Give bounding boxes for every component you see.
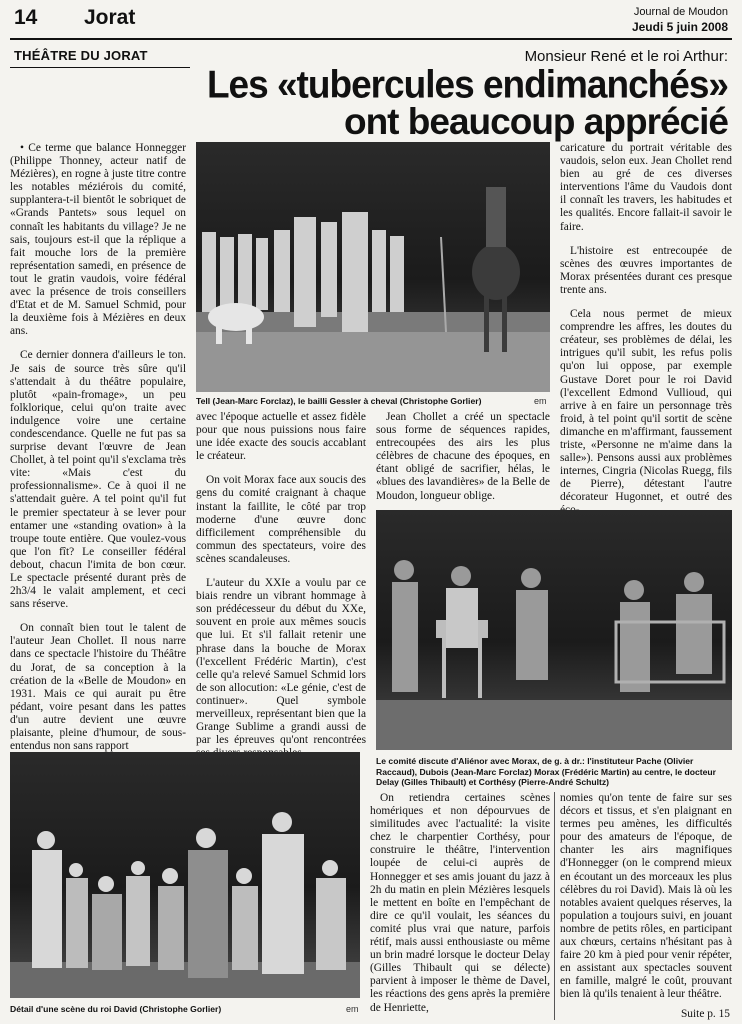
column-2 [196,411,366,746]
paragraph: L'auteur du XXIe a voulu par ce biais rendre un vibrant hommage à son prédécesseur du début du XXe, souvent en proie aux mêmes soucis que lui. Et s'il fallait retenir une phrase dans la bouche de Morax (l'excellent Frédéric Martin), c'est celle qu'a relevé Samuel Schmid lors de son allocution: «Le génie, c'est de continuer». Quel symbole merveilleux, représentant bien que la Grange Sublime a grandi aussi de par les épreuves qu'ont rencontrées [196,577,366,747]
photo-1-credit: em [534,396,547,406]
header-rule [10,38,732,40]
paragraph: On connaît bien tout le talent de l'auteur Jean Chollet. Il nous narre dans ce spectacle l'histoire du Théâtre du Jorat, de sa conception à la création de la «Belle de Moudon» en 1931. Mais ce qui aurait pu être pédant, voire pesant dans les pattes d'un autre devient une œuvre plaisante, pleine d'humour, de sous-entendus non sans rapport [10,622,186,753]
headline-line-1: Les «tubercules endimanchés» [206,62,728,106]
paragraph: On voit Morax face aux soucis des gens du comité craignant à chaque instant la faillite, le côté par trop moderne d'une œuvre donc difficilement compréhensible du commun des spectateurs, voire des scènes scandaleuses. [196,474,366,565]
paragraph: nomies qu'on tente de faire sur ses décors et tissus, et s'en plaignant en termes peu amènes, les difficultés pour des amateurs de l'époque, de chanter les airs magnifiques d'Honnegger (on le comprend mieux en écoutant un des morceaux les plus célèbres du roi David). Mais là où les notables avaient quelques réserves, la population a toujours suivi, en jouant nombre de petits rôles, en participant aux chœurs, certains n'hésitant pas à faire 20 km à pied pour venir répéter, en assistant aux spectacles souvent en famille, malgré le coût, prouvant bien là qu'ils tenaient à leur théâtre. [560,792,732,1001]
issue-date: Jeudi 5 juin 2008 [631,20,728,34]
paragraph: Jean Chollet a créé un spectacle sous forme de séquences rapides, entrecoupées des airs les plus célèbres de chacune des époques, en étant obligé de sacrifier, hélas, le «blues des lavandières» de la Belle de Moudon, longueur oblige. [376,411,550,502]
kicker: Monsieur René et le roi Arthur: [524,48,728,65]
rubric-rule [10,67,190,68]
column-4-bottom [560,792,732,1010]
photo-roi-david-scene [10,752,360,998]
photo-2-caption: Le comité discute d'Aliénor avec Morax, de g. à dr.: l'instituteur Pache (Olivier Raccaud), Dubois (Jean-Marc Forclaz) Morax (Frédéric Martin) au centre, le docteur Delay (Gilles Thibault) et Corthésy (Pierre-André Schultz) [376,756,717,787]
photo-1-caption: Tell (Jean-Marc Forclaz), le bailli Gessler à cheval (Christophe Gorlier) [196,396,482,406]
headline-line-2: ont beaucoup apprécié [343,101,728,142]
paragraph: Cela nous permet de mieux comprendre les affres, les doutes du créateur, ses problèmes de délai, les intrigues qu'il subit, les refus polis qu'on lui oppose, par exemple Gustave Doret pour le roi David (l'excellent Edmond Vullioud, qui arrive à en faire un personnage très froid, à tel point qu'il sortit de scène dimanche en m'affirmant, faussement triste, «Personne ne m'aime dans la salle»). Pensons aussi aux problèmes internes, Cingria (Nicolas Ruegg, fils de Pierre), détestant l'autre décorateur Hugonnet, et outré des [560,308,732,504]
journal-name: Journal de Moudon [633,6,728,18]
photo-tell-scene [196,142,550,392]
column-4-top [560,142,732,506]
column-3-top [376,411,550,503]
photo-committee-scene [376,510,732,750]
column-3-bottom [370,792,550,1020]
paragraph: Ce dernier donnera d'ailleurs le ton. Je sais de source très sûre qu'il s'attendait à du théâtre populaire, plutôt «pain-fromage», un peu folklorique, celui qu'on traite avec indulgence voire une certaine condescendance. Quelle ne fut pas sa surprise devant l'œuvre de Jean Chollet, à tel point qu'il s'exclama très vite: «Mais c'est du professionnalisme». Ce à quoi il ne s'attendait guère. A tel point qu'il fut le premier spectateur à se lever pour entamer une «standing ovation» à la troupe toute entière. Que voulez-vous que l'on fît? Le conseiller fédéral debout, chacun l'imita de bon cœur. Le spectacle présenté durant près de 2h3/4 le valait amplement, et ceci sans réserve. [10,349,186,611]
column-rule [554,792,555,1020]
section-title: Jorat [84,6,136,29]
paragraph: On retiendra certaines scènes homériques et non dépourvues de similitudes avec l'actualité: la visite chez le charpentier Corthésy, pour construire le théâtre, l'intervention loupée de celui-ci auprès de Honnegger et ses amis jouant du jazz à 2h du matin en plein Mézières lesquels le mettent en boîte en l'empêchant de dire ce qu'il voulait, les séances du comité plus vrai que nature, parfois rétif, mais aussi enthousiaste ou même un brin madré lorsque le docteur Delay (Gilles Thibault qui se délecte) parvient à imposer le thème de Davel, les réactions des gens après la première de Henriette, [370,792,550,1014]
rubric: THÉÂTRE DU JORAT [14,48,148,63]
continued-note: Suite p. 15 [680,1008,730,1020]
column-1 [10,142,186,753]
paragraph: L'histoire est entrecoupée de scènes des œuvres importantes de Morax présentées durant ces presque trente ans. [560,244,732,296]
photo-3-credit: em [346,1004,359,1014]
page-number: 14 [14,6,38,29]
paragraph: caricature du portrait véritable des vaudois, selon eux. Jean Chollet rend bien au gré de ces diverses interventions l'âme du Vaudois dont il connaît les travers, les habitudes et les qualités. Encore fallait-il savoir le faire. [560,142,732,233]
paragraph: avec l'époque actuelle et assez fidèle pour que nous puissions nous faire une idée exacte des soucis accablant le créateur. [196,411,366,463]
photo-3-caption: Détail d'une scène du roi David (Christophe Gorlier) [10,1004,222,1014]
paragraph: • Ce terme que balance Honnegger (Philippe Thonney, acteur natif de Mézières), en rogne à juste titre contre les notables méziérois du comité, supplantera-t-il bientôt le sobriquet de «Grands Pantets» sous lequel on connaît les habitants du village? Je ne sais, toujours est-il que la réplique a fait mouche lors de la première représentation samedi, en présence de tout le gratin vaudois, voire fédéral avec la présence de trois conseillers d'Etat et de M. Samuel Schmid, pour la deuxième fois à Mézières en deux ans. [10,142,186,338]
